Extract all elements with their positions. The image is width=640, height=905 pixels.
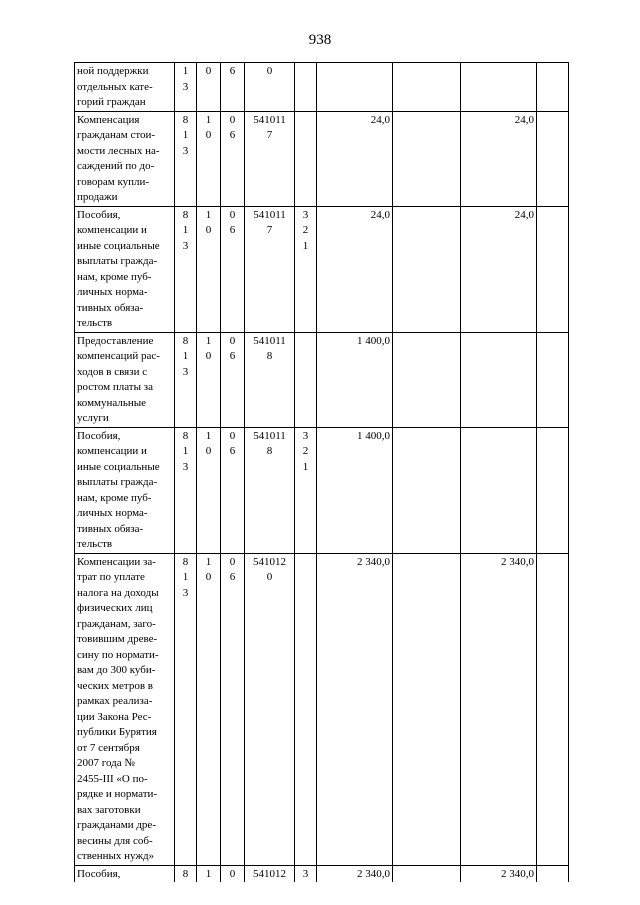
amount-3: 2 340,0 [461,553,537,865]
amount-4 [537,332,569,427]
amount-1: 1 400,0 [317,427,393,553]
table-row [75,111,569,206]
code-subsection: 0 [221,865,245,882]
code-gp: 8 [175,865,197,882]
amount-4 [537,553,569,865]
amount-2 [393,111,461,206]
code-target: 0 [245,63,295,112]
amount-1 [317,63,393,112]
code-section: 1 0 [197,111,221,206]
amount-1: 24,0 [317,206,393,332]
code-section: 1 [197,865,221,882]
table-row [75,865,569,882]
code-section: 1 0 [197,553,221,865]
code-expense-type: 3 2 1 [295,427,317,553]
table-row [75,553,569,865]
amount-4 [537,63,569,112]
amount-3 [461,332,537,427]
row-name: Пособия, [75,865,175,882]
table-row [75,63,569,112]
amount-2 [393,865,461,882]
amount-1: 2 340,0 [317,553,393,865]
code-subsection: 0 6 [221,427,245,553]
amount-3: 24,0 [461,206,537,332]
row-name: Компенсация гражданам стои- мости лесных на- саждений по до- говорам купли- продажи [75,111,175,206]
amount-2 [393,206,461,332]
code-subsection: 0 6 [221,206,245,332]
code-gp: 8 1 3 [175,332,197,427]
amount-3: 2 340,0 [461,865,537,882]
code-expense-type [295,553,317,865]
amount-3 [461,427,537,553]
code-expense-type [295,111,317,206]
amount-1: 2 340,0 [317,865,393,882]
row-name: Предоставление компенсаций рас- ходов в связи с ростом платы за коммунальные услуги [75,332,175,427]
code-expense-type: 3 2 1 [295,206,317,332]
amount-4 [537,427,569,553]
code-gp: 8 1 3 [175,553,197,865]
code-gp: 8 1 3 [175,427,197,553]
amount-3 [461,63,537,112]
code-subsection: 0 6 [221,111,245,206]
amount-3: 24,0 [461,111,537,206]
code-section: 1 0 [197,427,221,553]
code-target: 541011 7 [245,111,295,206]
table-row [75,206,569,332]
amount-2 [393,427,461,553]
amount-4 [537,111,569,206]
budget-table [74,62,569,882]
code-expense-type: 3 [295,865,317,882]
code-target: 541011 7 [245,206,295,332]
code-target: 541011 8 [245,427,295,553]
table-row [75,427,569,553]
amount-1: 1 400,0 [317,332,393,427]
code-section: 1 0 [197,332,221,427]
row-name: ной поддержки отдельных кате- горий граждан [75,63,175,112]
row-name: Пособия, компенсации и иные социальные выплаты гражда- нам, кроме пуб- личных норма- тивных обяза- тельств [75,427,175,553]
code-gp: 1 3 [175,63,197,112]
code-expense-type [295,332,317,427]
amount-2 [393,553,461,865]
row-name: Компенсации за- трат по уплате налога на доходы физических лиц гражданам, заго- товившим древе- сину по нормати- вам до 300 куби- ческих метров в рамках реализа- ции Закона Рес- публики Бурятия от 7 сентября 2007 года № 2455-III «О по- рядке и нормати- вах заготовки гражданами дре- весины для соб- ственных нужд» [75,553,175,865]
amount-1: 24,0 [317,111,393,206]
table-row [75,332,569,427]
code-subsection: 6 [221,63,245,112]
code-target: 541011 8 [245,332,295,427]
code-subsection: 0 6 [221,332,245,427]
amount-2 [393,332,461,427]
code-subsection: 0 6 [221,553,245,865]
amount-2 [393,63,461,112]
code-section: 1 0 [197,206,221,332]
code-gp: 8 1 3 [175,206,197,332]
page-number: 938 [308,32,332,48]
amount-4 [537,206,569,332]
code-expense-type [295,63,317,112]
row-name: Пособия, компенсации и иные социальные выплаты гражда- нам, кроме пуб- личных норма- тивных обяза- тельств [75,206,175,332]
amount-4 [537,865,569,882]
code-section: 0 [197,63,221,112]
code-target: 541012 [245,865,295,882]
code-target: 541012 0 [245,553,295,865]
code-gp: 8 1 3 [175,111,197,206]
